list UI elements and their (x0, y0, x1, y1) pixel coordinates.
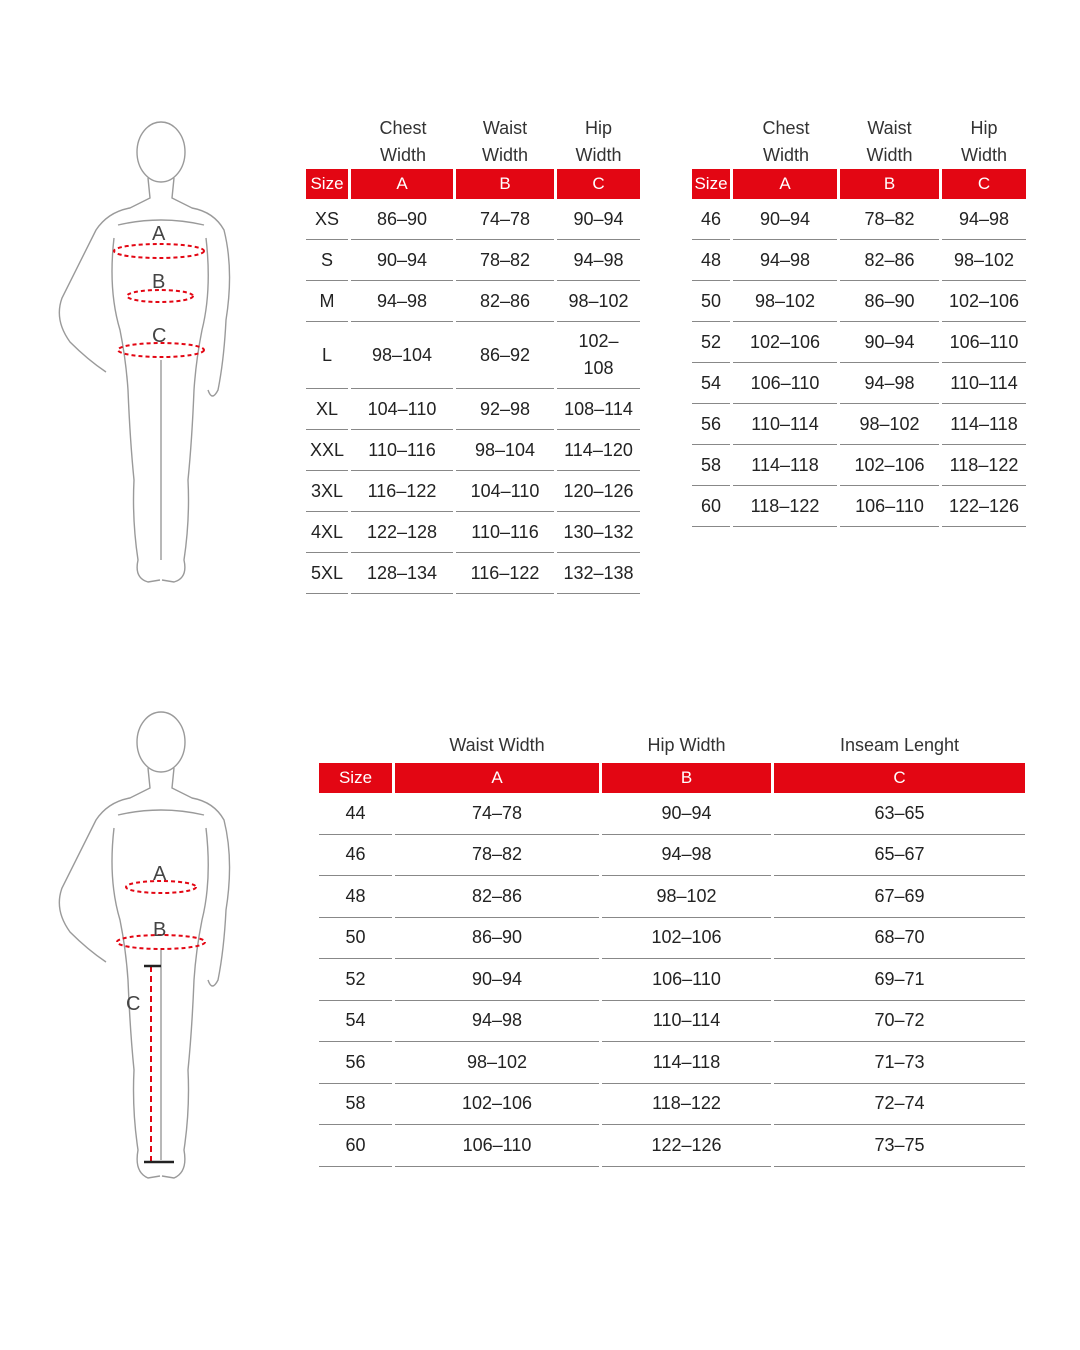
measure-cell: 114–118 (602, 1042, 771, 1084)
column-label: Hip Width (960, 118, 1007, 165)
table-row (306, 471, 640, 512)
column-label: Hip Width (647, 735, 726, 755)
table-row (306, 240, 640, 281)
measure-cell: 86–90 (351, 199, 453, 240)
measure-cell: 94–98 (942, 199, 1026, 240)
measure-cell: 98–104 (456, 430, 554, 471)
column-label (319, 732, 392, 763)
table-row (319, 876, 1025, 918)
size-cell: 58 (692, 445, 730, 486)
column-label: Waist Width (481, 118, 528, 165)
measure-cell: 65–67 (774, 835, 1025, 877)
table-row (319, 1125, 1025, 1167)
measure-cell: 94–98 (733, 240, 837, 281)
measure-cell: 102– 108 (557, 322, 640, 389)
measure-cell: 118–122 (602, 1084, 771, 1126)
measure-cell: 67–69 (774, 876, 1025, 918)
measure-cell: 122–128 (351, 512, 453, 553)
measure-cell: 106–110 (602, 959, 771, 1001)
size-cell: 44 (319, 793, 392, 835)
measure-cell: 71–73 (774, 1042, 1025, 1084)
measure-cell: 94–98 (557, 240, 640, 281)
column-label: Waist Width (866, 118, 913, 165)
measure-cell: 74–78 (395, 793, 599, 835)
measure-cell: 72–74 (774, 1084, 1025, 1126)
table-row (692, 363, 1026, 404)
measure-cell: 82–86 (456, 281, 554, 322)
size-cell: L (306, 322, 348, 389)
measure-cell: 98–102 (840, 404, 939, 445)
measure-cell: 73–75 (774, 1125, 1025, 1167)
size-cell: 56 (692, 404, 730, 445)
table-row (692, 404, 1026, 445)
measure-cell: 86–90 (840, 281, 939, 322)
header-size: Size (692, 169, 730, 199)
size-cell: 54 (319, 1001, 392, 1043)
size-cell: 60 (692, 486, 730, 527)
measure-cell: 86–90 (395, 918, 599, 960)
header-row (692, 169, 1026, 199)
measure-cell: 92–98 (456, 389, 554, 430)
measure-cell: 118–122 (942, 445, 1026, 486)
measure-cell: 130–132 (557, 512, 640, 553)
header-size: Size (306, 169, 348, 199)
column-label-row (306, 115, 640, 169)
measure-cell: 98–102 (557, 281, 640, 322)
measure-cell: 114–118 (942, 404, 1026, 445)
figure-label-b: B (152, 271, 166, 293)
measure-cell: 106–110 (733, 363, 837, 404)
size-cell: XL (306, 389, 348, 430)
table-row (319, 1001, 1025, 1043)
measure-cell: 110–114 (733, 404, 837, 445)
header-a: A (733, 169, 837, 199)
column-label: Waist Width (449, 735, 545, 755)
measure-cell: 90–94 (840, 322, 939, 363)
measure-cell: 122–126 (942, 486, 1026, 527)
size-cell: S (306, 240, 348, 281)
measure-cell: 116–122 (456, 553, 554, 594)
table-row (319, 835, 1025, 877)
measure-cell: 90–94 (733, 199, 837, 240)
size-cell: 50 (692, 281, 730, 322)
measure-cell: 70–72 (774, 1001, 1025, 1043)
chest-measure-line (114, 244, 204, 258)
measure-cell: 63–65 (774, 793, 1025, 835)
measure-cell: 106–110 (942, 322, 1026, 363)
size-table-top-right (689, 115, 1029, 527)
size-table-bottom (316, 732, 1028, 1167)
column-label (306, 115, 348, 169)
size-cell: 58 (319, 1084, 392, 1126)
measure-cell: 116–122 (351, 471, 453, 512)
header-c: C (942, 169, 1026, 199)
size-cell: 48 (692, 240, 730, 281)
table-row (306, 281, 640, 322)
measure-cell: 110–114 (602, 1001, 771, 1043)
table-row (692, 445, 1026, 486)
measure-cell: 94–98 (602, 835, 771, 877)
table-row (306, 322, 640, 389)
table-row (692, 322, 1026, 363)
size-cell: 52 (692, 322, 730, 363)
column-label: Chest Width (762, 118, 810, 165)
table-row (306, 430, 640, 471)
size-cell: 5XL (306, 553, 348, 594)
table-row (319, 1084, 1025, 1126)
size-cell: 52 (319, 959, 392, 1001)
size-cell: 4XL (306, 512, 348, 553)
size-cell: 46 (319, 835, 392, 877)
header-a: A (395, 763, 599, 793)
table-row (692, 486, 1026, 527)
measure-cell: 110–116 (456, 512, 554, 553)
table-row (692, 281, 1026, 322)
column-label-row (319, 732, 1025, 763)
column-label: Hip Width (575, 118, 622, 165)
measure-cell: 94–98 (840, 363, 939, 404)
measure-cell: 110–116 (351, 430, 453, 471)
body-outline (59, 122, 229, 582)
measure-cell: 102–106 (602, 918, 771, 960)
table-row (306, 553, 640, 594)
size-cell: 60 (319, 1125, 392, 1167)
measure-cell: 74–78 (456, 199, 554, 240)
measure-cell: 82–86 (840, 240, 939, 281)
size-cell: M (306, 281, 348, 322)
size-table-top-left (303, 115, 643, 594)
body-outline (59, 712, 229, 1178)
measure-cell: 98–104 (351, 322, 453, 389)
table-row (319, 1042, 1025, 1084)
measure-cell: 94–98 (395, 1001, 599, 1043)
table-row (306, 389, 640, 430)
measure-cell: 108–114 (557, 389, 640, 430)
measure-cell: 102–106 (733, 322, 837, 363)
measure-cell: 90–94 (395, 959, 599, 1001)
size-cell: XXL (306, 430, 348, 471)
size-cell: 54 (692, 363, 730, 404)
measure-cell: 114–118 (733, 445, 837, 486)
figure-label-a: A (152, 223, 166, 245)
figure-label-c: C (152, 325, 167, 347)
measure-cell: 118–122 (733, 486, 837, 527)
header-row (306, 169, 640, 199)
measure-cell: 98–102 (602, 876, 771, 918)
figure-label-c: C (126, 993, 141, 1015)
measure-cell: 90–94 (351, 240, 453, 281)
measure-cell: 102–106 (840, 445, 939, 486)
size-cell: 50 (319, 918, 392, 960)
table-row (319, 918, 1025, 960)
measure-cell: 98–102 (395, 1042, 599, 1084)
measure-cell: 90–94 (557, 199, 640, 240)
measure-cell: 128–134 (351, 553, 453, 594)
measure-cell: 102–106 (395, 1084, 599, 1126)
measure-cell: 78–82 (456, 240, 554, 281)
measure-cell: 82–86 (395, 876, 599, 918)
table-row (319, 793, 1025, 835)
table-row (692, 240, 1026, 281)
measure-cell: 78–82 (395, 835, 599, 877)
table-row (306, 199, 640, 240)
size-cell: 56 (319, 1042, 392, 1084)
size-cell: 48 (319, 876, 392, 918)
measure-cell: 132–138 (557, 553, 640, 594)
figure-label-a: A (153, 863, 167, 885)
figure-label-b: B (153, 919, 167, 941)
size-cell: 3XL (306, 471, 348, 512)
measure-cell: 98–102 (733, 281, 837, 322)
measure-cell: 102–106 (942, 281, 1026, 322)
measure-cell: 78–82 (840, 199, 939, 240)
header-c: C (774, 763, 1025, 793)
table-row (692, 199, 1026, 240)
measure-cell: 120–126 (557, 471, 640, 512)
table-row (319, 959, 1025, 1001)
header-b: B (456, 169, 554, 199)
body-figure-top (48, 120, 238, 595)
measure-cell: 98–102 (942, 240, 1026, 281)
column-label-row (692, 115, 1026, 169)
measure-cell: 68–70 (774, 918, 1025, 960)
measure-cell: 122–126 (602, 1125, 771, 1167)
measure-cell: 90–94 (602, 793, 771, 835)
header-row (319, 763, 1025, 793)
measure-cell: 110–114 (942, 363, 1026, 404)
measure-cell: 104–110 (351, 389, 453, 430)
header-a: A (351, 169, 453, 199)
measure-cell: 86–92 (456, 322, 554, 389)
header-size: Size (319, 763, 392, 793)
measure-cell: 104–110 (456, 471, 554, 512)
body-figure-bottom (48, 710, 238, 1190)
size-cell: 46 (692, 199, 730, 240)
measure-cell: 114–120 (557, 430, 640, 471)
table-row (306, 512, 640, 553)
measure-cell: 94–98 (351, 281, 453, 322)
column-label (692, 115, 730, 169)
header-c: C (557, 169, 640, 199)
measure-cell: 106–110 (395, 1125, 599, 1167)
header-b: B (602, 763, 771, 793)
measure-cell: 69–71 (774, 959, 1025, 1001)
column-label: Inseam Lenght (839, 735, 960, 755)
size-cell: XS (306, 199, 348, 240)
column-label: Chest Width (379, 118, 427, 165)
header-b: B (840, 169, 939, 199)
measure-cell: 106–110 (840, 486, 939, 527)
